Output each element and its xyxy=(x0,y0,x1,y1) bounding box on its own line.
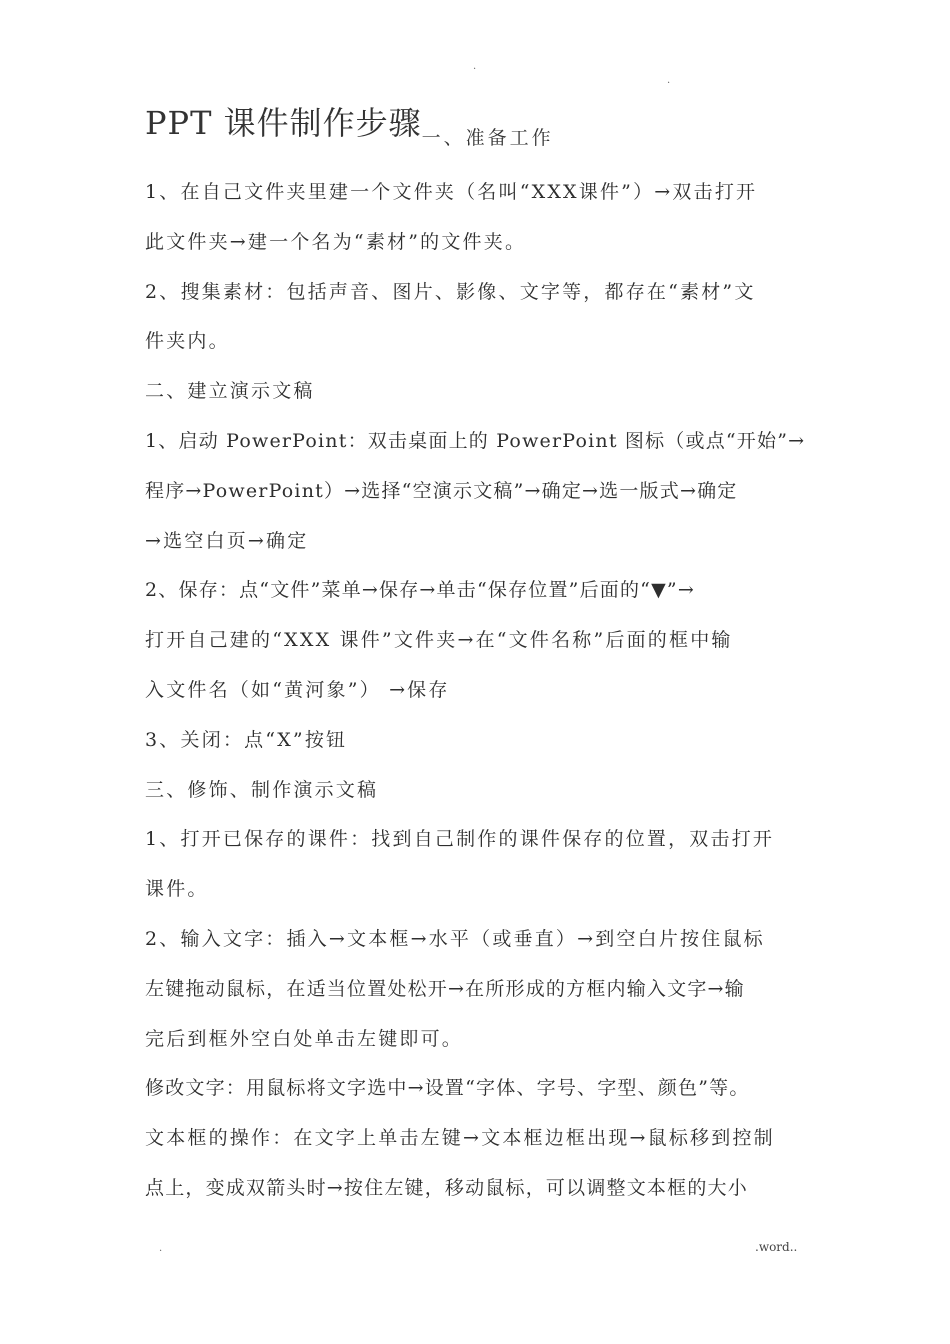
text-line: 2、搜集素材：包括声音、图片、影像、文字等，都存在“素材”文 xyxy=(145,280,756,303)
text-line: 3、关闭：点“X”按钮 xyxy=(145,728,348,751)
title-row xyxy=(145,98,554,149)
text-line: 2、保存：点“文件”菜单→保存→单击“保存位置”后面的“▼”→ xyxy=(145,579,695,602)
text-line: 打开自己建的“XXX 课件”文件夹→在“文件名称”后面的框中输 xyxy=(145,629,733,652)
header-dot-right: . xyxy=(667,75,671,86)
text-line: 入文件名（如“黄河象”） →保存 xyxy=(145,678,450,701)
text-line: 左键拖动鼠标，在适当位置处松开→在所形成的方框内输入文字→输 xyxy=(145,977,745,1000)
text-line: 1、在自己文件夹里建一个文件夹（名叫“XXX课件”）→双击打开 xyxy=(145,181,758,203)
section-heading-1: 一、准备工作 xyxy=(421,127,554,149)
footer-dot: . xyxy=(159,1243,163,1254)
document-title: PPT 课件制作步骤 xyxy=(145,104,422,142)
header-dot-left: . xyxy=(473,61,477,72)
text-line: →选空白页→确定 xyxy=(145,529,309,552)
text-line: 1、打开已保存的课件：找到自己制作的课件保存的位置，双击打开 xyxy=(145,828,775,851)
text-line: 程序→PowerPoint）→选择“空演示文稿”→确定→选一版式→确定 xyxy=(145,479,738,502)
text-line: 课件。 xyxy=(145,878,209,901)
footer-label: .word.. xyxy=(755,1240,798,1254)
document-body xyxy=(145,168,815,1214)
section-heading-3: 三、修饰、制作演示文稿 xyxy=(145,778,379,801)
text-line: 件夹内。 xyxy=(145,330,230,353)
section-heading-2: 二、建立演示文稿 xyxy=(145,380,315,403)
text-line: 文本框的操作：在文字上单击左键→文本框边框出现→鼠标移到控制 xyxy=(145,1127,775,1150)
text-line: 2、输入文字：插入→文本框→水平（或垂直）→到空白片按住鼠标 xyxy=(145,927,765,950)
text-line: 1、启动 PowerPoint：双击桌面上的 PowerPoint 图标（或点“开始”→ xyxy=(145,429,806,452)
text-line: 点上，变成双箭头时→按住左键，移动鼠标，可以调整文本框的大小 xyxy=(145,1176,748,1199)
text-line: 此文件夹→建一个名为“素材”的文件夹。 xyxy=(145,230,527,253)
text-line: 完后到框外空白处单击左键即可。 xyxy=(145,1027,464,1050)
text-line: 修改文字：用鼠标将文字选中→设置“字体、字号、字型、颜色”等。 xyxy=(145,1077,750,1100)
